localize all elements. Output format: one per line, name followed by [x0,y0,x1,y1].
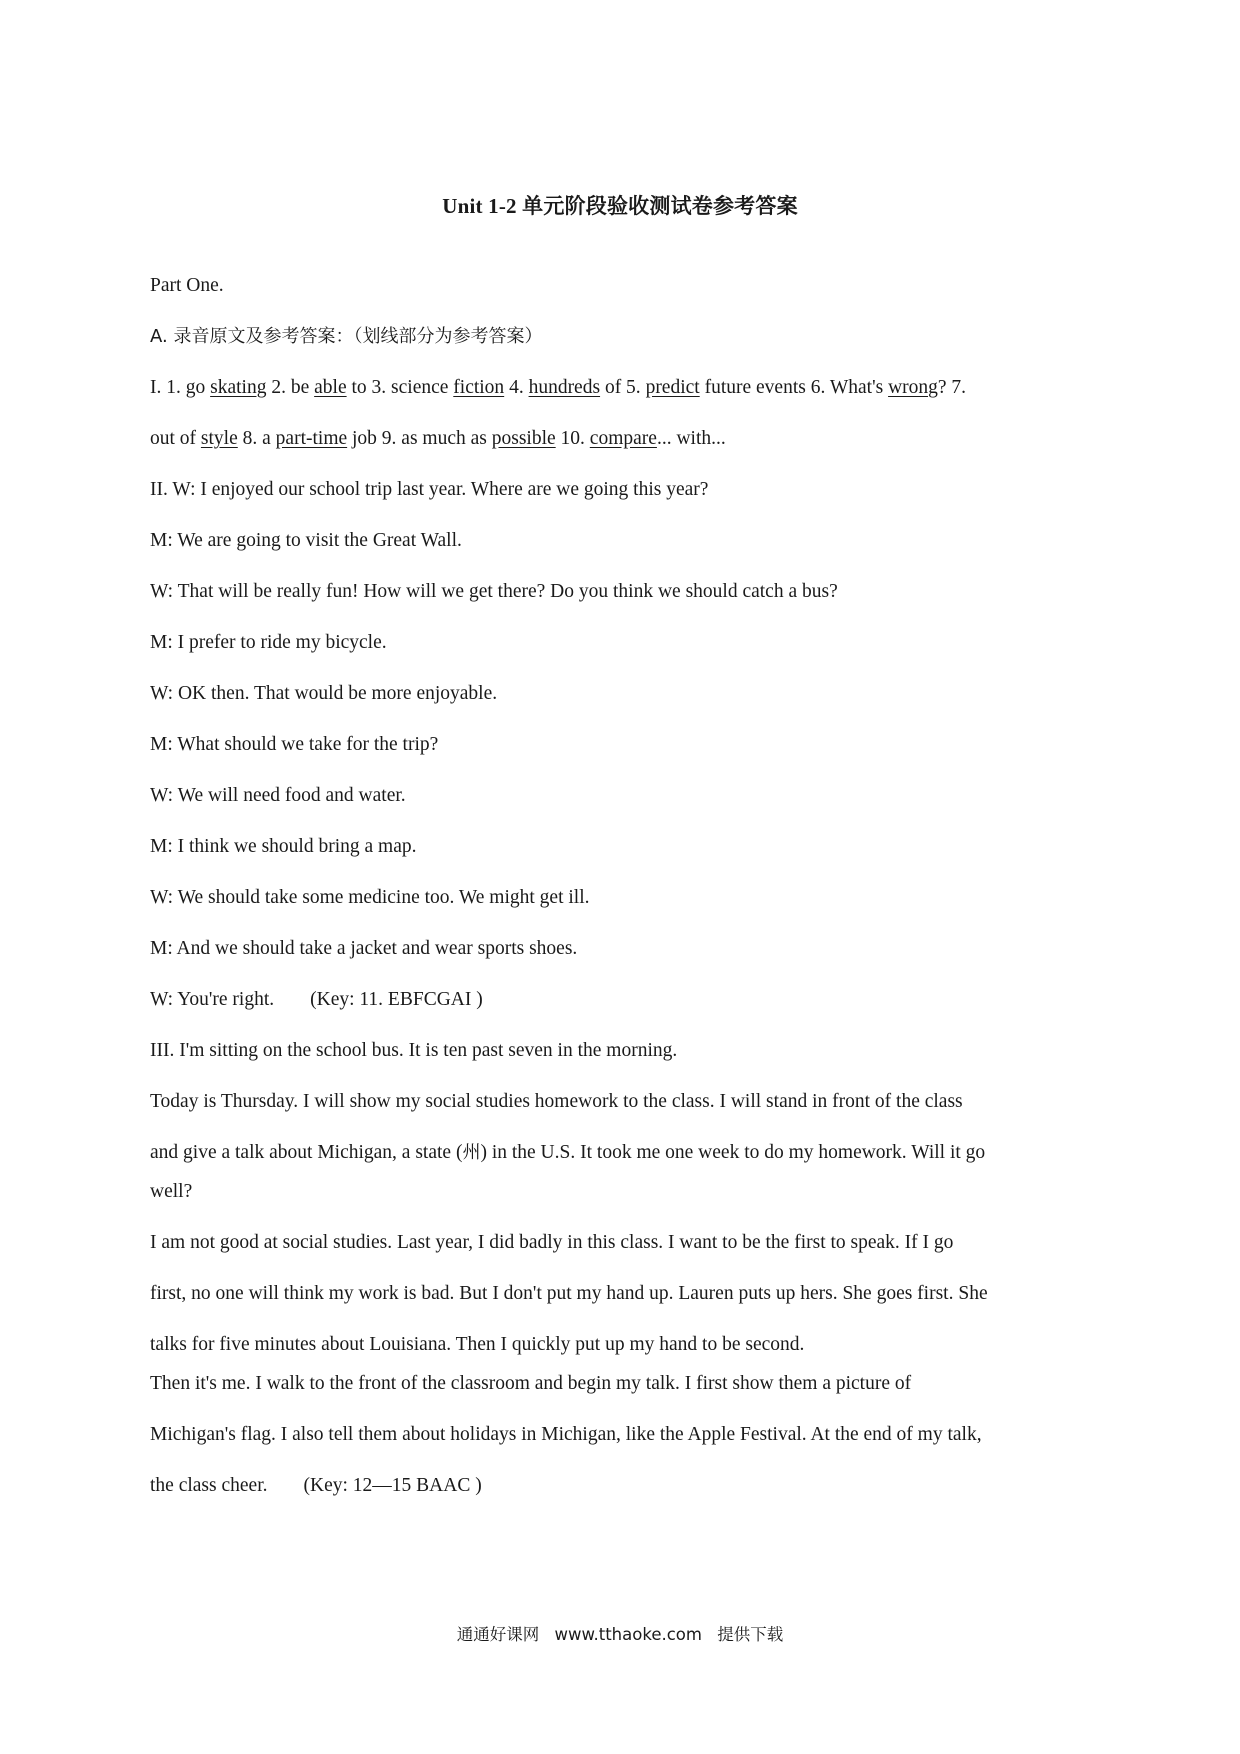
section-a-label: A. 录音原文及参考答案：（划线部分为参考答案） [150,326,543,347]
text-segment: of 5. [600,377,646,398]
dialogue-line: W: We should take some medicine too. We might get ill. [150,887,590,908]
passage-line: III. I'm sitting on the school bus. It is ten past seven in the morning. [150,1040,678,1061]
answer-7: style [200,428,238,449]
dialogue-line: II. W: I enjoyed our school trip last year. Where are we going this year? [150,479,709,500]
dialogue-line: M: We are going to visit the Great Wall. [150,530,462,551]
passage-text: the class cheer. [150,1475,268,1496]
passage-line: well? [150,1181,193,1202]
passage-line-last [150,1466,1090,1517]
text-segment: future events 6. What's [699,377,889,398]
answer-key-11: (Key: 11. EBFCGAI ) [310,989,483,1010]
dialogue-line: M: And we should take a jacket and wear sports shoes. [150,938,578,959]
text-segment: ) in the U.S. It took me one week to do my homework. Will it go [480,1142,986,1163]
dialogue-line: M: I prefer to ride my bicycle. [150,632,387,653]
text-segment: job 9. as much as [347,428,492,449]
answer-3: fiction [453,377,505,398]
section-1-line-1 [150,368,1090,419]
answer-1: skating [210,377,267,398]
dialogue-line: W: OK then. That would be more enjoyable. [150,683,498,704]
text-segment: out of [150,428,201,449]
passage-line: Today is Thursday. I will show my social studies homework to the class. I will stand in front of the class [150,1091,963,1112]
dialogue-line: M: What should we take for the trip? [150,734,439,755]
answer-6: wrong [888,377,938,398]
dialogue-line-last [150,980,1090,1031]
footer-site-name: 通通好课网 [456,1625,540,1644]
dialogue-line: M: I think we should bring a map. [150,836,417,857]
text-segment: to 3. science [346,377,454,398]
section-a-heading [150,317,1090,368]
text-segment: ? 7. [937,377,967,398]
passage-line: Then it's me. I walk to the front of the classroom and begin my talk. I first show them a picture of [150,1373,912,1394]
text-segment: 2. be [266,377,315,398]
dialogue-text: W: You're right. [150,989,275,1010]
answer-2: able [314,377,347,398]
passage-line: talks for five minutes about Louisiana. Then I quickly put up my hand to be second. [150,1334,805,1355]
page-footer [0,1621,1240,1645]
footer-url: www.tthaoke.com [554,1625,702,1644]
passage-line: first, no one will think my work is bad. But I don't put my hand up. Lauren puts up hers. She goes first. She [150,1283,988,1304]
text-segment: I. 1. go [150,377,211,398]
dialogue-line: W: That will be really fun! How will we get there? Do you think we should catch a bus? [150,581,838,602]
text-segment: 4. [504,377,529,398]
answer-8: part-time [275,428,348,449]
part-one-heading: Part One. [150,275,224,296]
section-1-line-2 [150,419,1090,470]
page-title: Unit 1-2 单元阶段验收测试卷参考答案 [442,194,798,218]
text-segment: 8. a [237,428,276,449]
dialogue-line: W: We will need food and water. [150,785,406,806]
text-segment: and give a talk about Michigan, a state ( [150,1142,463,1163]
answer-10: compare [589,428,657,449]
passage-line [150,1133,1090,1172]
answer-4: hundreds [528,377,601,398]
passage-line: I am not good at social studies. Last year, I did badly in this class. I want to be the first to speak. If I go [150,1232,954,1253]
answer-body [150,266,1090,1517]
answer-5: predict [645,377,700,398]
text-segment: 10. [555,428,590,449]
chinese-gloss: 州 [462,1142,481,1163]
answer-key-12-15: (Key: 12—15 BAAC ) [303,1475,482,1496]
passage-line: Michigan's flag. I also tell them about holidays in Michigan, like the Apple Festival. At the end of my talk, [150,1424,982,1445]
answer-9: possible [491,428,556,449]
footer-suffix: 提供下载 [717,1625,784,1644]
text-segment: ... with... [656,428,726,449]
